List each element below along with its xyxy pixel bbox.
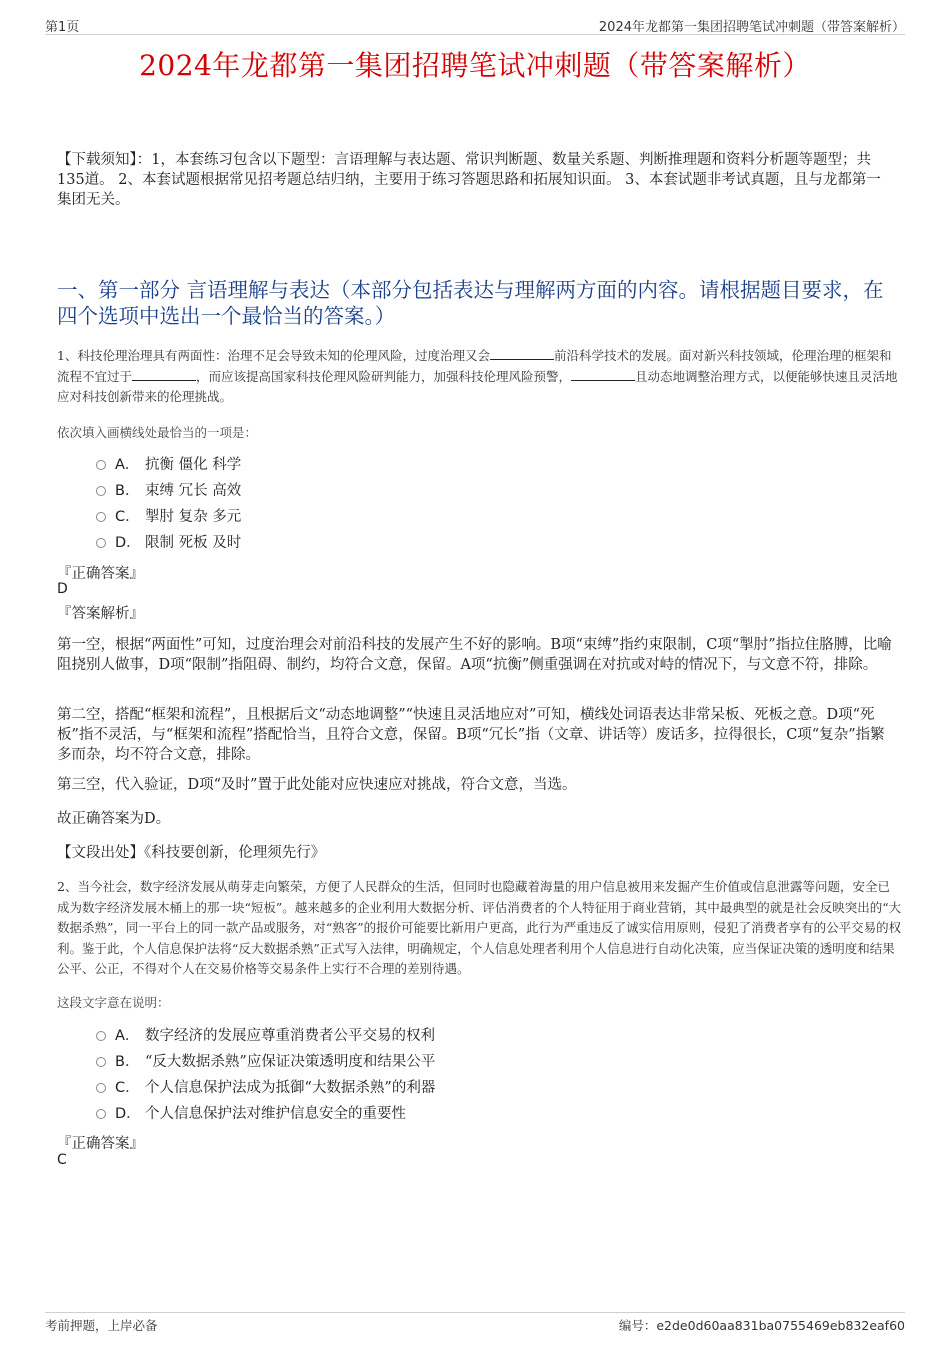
document-title: 2024年龙都第一集团招聘笔试冲刺题（带答案解析） <box>139 49 811 82</box>
radio-icon[interactable] <box>96 486 106 496</box>
radio-icon[interactable] <box>96 460 106 470</box>
analysis-paragraph-3: 第三空，代入验证，D项“及时”置于此处能对应快速应对挑战，符合文意，当选。 <box>57 777 577 793</box>
analysis-paragraph-2: 第二空，搭配“框架和流程”，且根据后文“动态地调整”“快速且灵活地应对”可知，横线处词语表达非常呆板、死板之意。D项“死板”指不灵活，与“框架和流程”搭配恰当，且符合文意，保留。B项“冗长”指（文章、讲话等）废话多，拉得很长，C项“复杂”指繁多而杂，均不符合文意，排除。 <box>57 707 885 763</box>
answer-value: C <box>57 1152 67 1168</box>
document-code: 编号：e2de0d60aa831ba0755469eb832eaf60 <box>618 1318 905 1333</box>
analysis-label: 『答案解析』 <box>57 606 144 622</box>
analysis-conclusion: 故正确答案为D。 <box>57 811 171 827</box>
download-notice: 【下载须知】：1，本套练习包含以下题型：言语理解与表达题、常识判断题、数量关系题、判断推理题和资料分析题等题型；共135道。 2、本套试题根据常见招考题总结归纳，主要用于练习答题思路和拓展知识面。 3、本套试题非考试真题，且与龙都第一集团无关。 <box>57 152 881 208</box>
analysis-paragraph-1: 第一空，根据“两面性”可知，过度治理会对前沿科技的发展产生不好的影响。B项“束缚”指约束限制，C项“掣肘”指拉住胳膊，比喻阻挠别人做事，D项“限制”指阻碍、制约，均符合文意，保留。A项“抗衡”侧重强调在对抗或对峙的情况下，与文意不符，排除。 <box>57 637 892 673</box>
blank-2 <box>132 368 196 381</box>
radio-icon[interactable] <box>96 1109 106 1119</box>
radio-icon[interactable] <box>96 1083 106 1093</box>
option-c[interactable]: C． 个人信息保护法成为抵御“大数据杀熟”的利器 <box>96 1075 435 1101</box>
radio-icon[interactable] <box>96 1031 106 1041</box>
footer-slogan: 考前押题，上岸必备 <box>45 1318 158 1333</box>
question-2-prompt: 这段文字意在说明： <box>57 995 170 1010</box>
question-2-text: 2、当今社会，数字经济发展从萌芽走向繁荣，方便了人民群众的生活，但同时也隐藏着海量的用户信息被用来发掘产生价值或信息泄露等问题，安全已成为数字经济发展木桶上的那一块“短板”。越来越多的企业利用大数据分析、评估消费者的个人特征用于商业营销，其中最典型的就是社会反映突出的“大数据杀熟”，同一平台上的同一款产品或服务，对“熟客”的报价可能要比新用户更高，此行为严重违反了诚实信用原则，侵犯了消费者享有的公平交易的权利。鉴于此，个人信息保护法将“反大数据杀熟”正式写入法律，明确规定，个人信息处理者利用个人信息进行自动化决策，应当保证决策的透明度和结果公平、公正，不得对个人在交易价格等交易条件上实行不合理的差别待遇。 <box>57 879 902 976</box>
radio-icon[interactable] <box>96 538 106 548</box>
option-b[interactable]: B． 束缚 冗长 高效 <box>96 478 241 504</box>
section-heading: 一、第一部分 言语理解与表达（本部分包括表达与理解两方面的内容。请根据题目要求，在四个选项中选出一个最恰当的答案。） <box>57 278 884 328</box>
option-a[interactable]: A． 数字经济的发展应尊重消费者公平交易的权利 <box>96 1023 435 1049</box>
blank-3 <box>571 368 635 381</box>
page-header <box>45 14 905 35</box>
question-1-prompt: 依次填入画横线处最恰当的一项是： <box>57 425 258 440</box>
question-1-options <box>96 452 241 556</box>
page-number: 第1页 <box>45 20 80 35</box>
header-doc-title: 2024年龙都第一集团招聘笔试冲刺题（带答案解析） <box>598 20 905 35</box>
option-d[interactable]: D． 限制 死板 及时 <box>96 530 241 556</box>
radio-icon[interactable] <box>96 1057 106 1067</box>
source-citation: 【文段出处】《科技要创新，伦理须先行》 <box>57 845 326 861</box>
page-footer <box>45 1312 905 1335</box>
question-1-text: 1、科技伦理治理具有两面性：治理不足会导致未知的伦理风险，过度治理又会 前沿科学技术的发展。面对新兴科技领域，伦理治理的框架和流程不宜过于 ，而应该提高国家科技伦理风险研判能力，加强科技伦理风险预警， 且动态地调整治理方式，以便能够快速且灵活地应对科技创新带来的伦理挑战。 <box>57 348 898 404</box>
blank-1 <box>490 347 554 360</box>
option-d[interactable]: D． 个人信息保护法对维护信息安全的重要性 <box>96 1101 435 1127</box>
answer-label: 『正确答案』 <box>57 1136 144 1152</box>
radio-icon[interactable] <box>96 512 106 522</box>
question-2-options <box>96 1023 435 1127</box>
option-b[interactable]: B． “反大数据杀熟”应保证决策透明度和结果公平 <box>96 1049 435 1075</box>
option-a[interactable]: A． 抗衡 僵化 科学 <box>96 452 241 478</box>
answer-label: 『正确答案』 <box>57 566 144 582</box>
answer-value: D <box>57 581 68 597</box>
option-c[interactable]: C． 掣肘 复杂 多元 <box>96 504 241 530</box>
